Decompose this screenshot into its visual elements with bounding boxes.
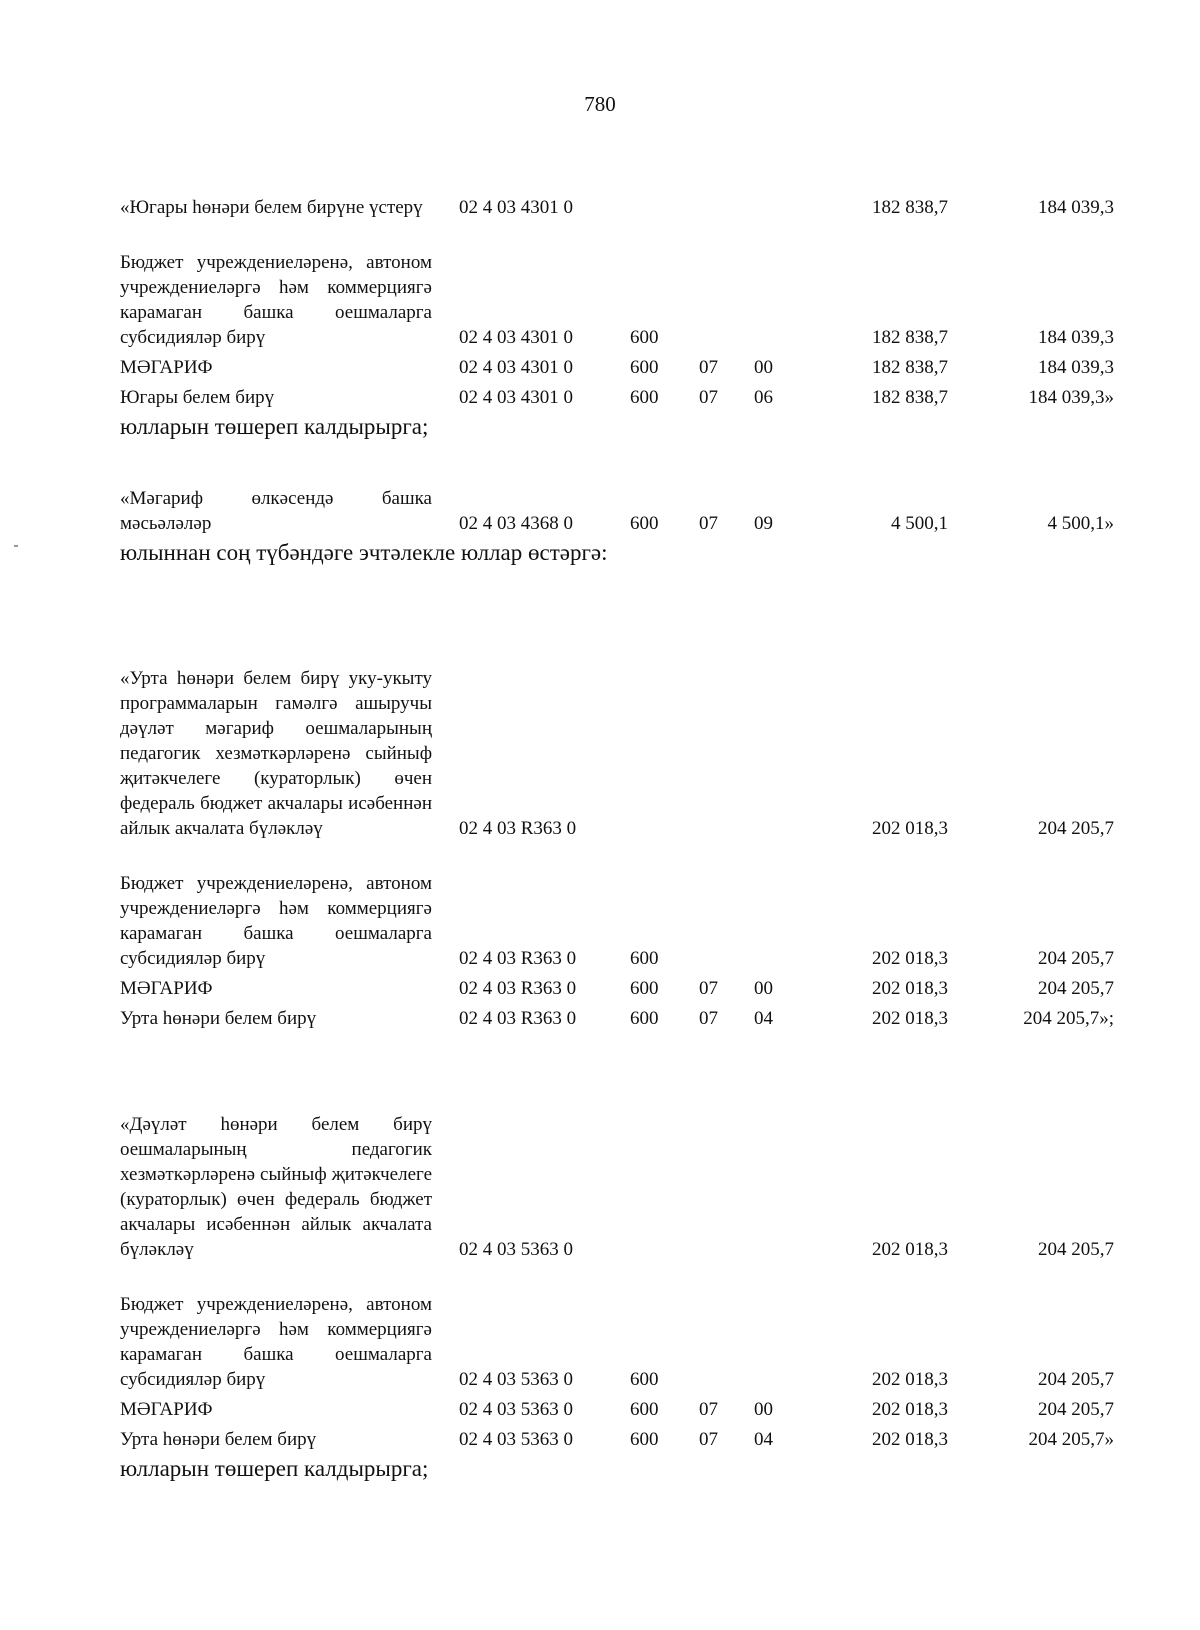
amount-year-1: 202 018,3 — [872, 978, 948, 999]
table-block — [0, 486, 1200, 536]
target-article-code: 02 4 03 4301 0 — [459, 197, 573, 218]
amount-year-2: 184 039,3 — [1038, 197, 1114, 218]
expense-type-code: 600 — [630, 387, 659, 408]
amount-year-1: 202 018,3 — [872, 1239, 948, 1260]
table-row — [0, 1427, 1200, 1452]
amount-year-1: 182 838,7 — [872, 357, 948, 378]
amount-year-2: 184 039,3 — [1038, 327, 1114, 348]
expense-type-code: 600 — [630, 1429, 659, 1450]
amount-year-1: 182 838,7 — [872, 327, 948, 348]
row-label: Бюджет учреждениеләренә, автоном учреждениеләргә һәм коммерциягә карамаган башка оешмаларга субсидияләр бирү — [120, 252, 432, 348]
row-label: МӘГАРИФ — [120, 978, 213, 999]
amount-year-1: 182 838,7 — [872, 387, 948, 408]
target-article-code: 02 4 03 R363 0 — [459, 978, 577, 999]
row-label: «Дәүләт һөнәри белем бирү оешмаларының педагогик хезмәткәрләренә сыйныф җитәкчелеге (кураторлык) өчен федераль бюджет акчалары исәбеннән айлык акчалата бүләкләү — [120, 1114, 432, 1260]
table-block — [0, 616, 1200, 1031]
expense-type-code: 600 — [630, 327, 659, 348]
expense-type-code: 600 — [630, 1008, 659, 1029]
table-row — [0, 486, 1200, 536]
subsection-code: 04 — [754, 1429, 773, 1450]
target-article-code: 02 4 03 R363 0 — [459, 818, 577, 839]
row-label: Бюджет учреждениеләренә, автоном учреждениеләргә һәм коммерциягә карамаган башка оешмаларга субсидияләр бирү — [120, 873, 432, 969]
amount-year-1: 202 018,3 — [872, 818, 948, 839]
row-label: «Урта һөнәри белем бирү уку-укыту программаларын гамәлгә ашыручы дәүләт мәгариф оешмаларының педагогик хезмәткәрләренә сыйныф җитәкчелеге (кураторлык) өчен федераль бюджет акчалары исәбеннән айлык акчалата бүләкләү — [120, 668, 432, 839]
table-block — [0, 170, 1200, 410]
table-row — [0, 1087, 1200, 1262]
amount-year-2: 4 500,1» — [1047, 513, 1114, 534]
amount-year-1: 202 018,3 — [872, 948, 948, 969]
table-row — [0, 355, 1200, 380]
row-label: МӘГАРИФ — [120, 357, 213, 378]
row-label: Бюджет учреждениеләренә, автоном учреждениеләргә һәм коммерциягә карамаган башка оешмаларга субсидияләр бирү — [120, 1294, 432, 1390]
expense-type-code: 600 — [630, 357, 659, 378]
expense-type-code: 600 — [630, 1369, 659, 1390]
instruction-text: юлыннан соң түбәндәге эчтәлекле юллар өстәргә: — [120, 540, 608, 565]
amount-year-1: 182 838,7 — [872, 197, 948, 218]
table-row — [0, 1397, 1200, 1422]
target-article-code: 02 4 03 4301 0 — [459, 357, 573, 378]
target-article-code: 02 4 03 4301 0 — [459, 327, 573, 348]
amount-year-2: 204 205,7 — [1038, 1239, 1114, 1260]
subsection-code: 09 — [754, 513, 773, 534]
section-code: 07 — [699, 357, 718, 378]
row-label: Урта һөнәри белем бирү — [120, 1008, 317, 1029]
amount-year-2: 204 205,7 — [1038, 818, 1114, 839]
row-label: «Югары һөнәри белем бирүне үстерү — [120, 197, 423, 218]
target-article-code: 02 4 03 5363 0 — [459, 1429, 573, 1450]
amount-year-2: 204 205,7 — [1038, 978, 1114, 999]
amount-year-2: 204 205,7 — [1038, 948, 1114, 969]
amount-year-1: 202 018,3 — [872, 1008, 948, 1029]
subsection-code: 04 — [754, 1008, 773, 1029]
target-article-code: 02 4 03 R363 0 — [459, 1008, 577, 1029]
target-article-code: 02 4 03 4368 0 — [459, 513, 573, 534]
subsection-code: 00 — [754, 1399, 773, 1420]
target-article-code: 02 4 03 R363 0 — [459, 948, 577, 969]
section-code: 07 — [699, 1399, 718, 1420]
table-row — [0, 170, 1200, 220]
section-code: 07 — [699, 978, 718, 999]
row-label: Урта һөнәри белем бирү — [120, 1429, 317, 1450]
amount-year-2: 204 205,7» — [1028, 1429, 1114, 1450]
amount-year-2: 184 039,3 — [1038, 357, 1114, 378]
row-label: МӘГАРИФ — [120, 1399, 213, 1420]
subsection-code: 00 — [754, 357, 773, 378]
subsection-code: 06 — [754, 387, 773, 408]
table-row — [0, 1267, 1200, 1392]
block-spacer — [0, 1031, 1200, 1087]
table-row — [0, 616, 1200, 841]
table-row — [0, 846, 1200, 971]
amount-year-1: 202 018,3 — [872, 1369, 948, 1390]
amount-year-1: 4 500,1 — [891, 513, 948, 534]
amount-year-1: 202 018,3 — [872, 1399, 948, 1420]
budget-table — [0, 170, 1200, 1524]
target-article-code: 02 4 03 5363 0 — [459, 1369, 573, 1390]
target-article-code: 02 4 03 5363 0 — [459, 1399, 573, 1420]
expense-type-code: 600 — [630, 1399, 659, 1420]
section-code: 07 — [699, 513, 718, 534]
instruction-text: юлларын төшереп калдырырга; — [120, 414, 429, 439]
section-code: 07 — [699, 1429, 718, 1450]
amount-year-2: 204 205,7 — [1038, 1399, 1114, 1420]
row-label: «Мәгариф өлкәсендә башка мәсьәләләр — [120, 488, 432, 534]
subsection-code: 00 — [754, 978, 773, 999]
amount-year-2: 204 205,7 — [1038, 1369, 1114, 1390]
expense-type-code: 600 — [630, 513, 659, 534]
page-number: 780 — [584, 92, 616, 116]
section-code: 07 — [699, 1008, 718, 1029]
instruction-text: юлларын төшереп калдырырга; — [120, 1456, 429, 1481]
amount-year-2: 204 205,7»; — [1023, 1008, 1114, 1029]
table-row — [0, 385, 1200, 410]
row-label: Югары белем бирү — [120, 387, 275, 408]
scan-mark — [14, 545, 18, 547]
table-row — [0, 1006, 1200, 1031]
table-row — [0, 225, 1200, 350]
expense-type-code: 600 — [630, 948, 659, 969]
target-article-code: 02 4 03 5363 0 — [459, 1239, 573, 1260]
expense-type-code: 600 — [630, 978, 659, 999]
amount-year-2: 184 039,3» — [1028, 387, 1114, 408]
amount-year-1: 202 018,3 — [872, 1429, 948, 1450]
target-article-code: 02 4 03 4301 0 — [459, 387, 573, 408]
section-code: 07 — [699, 387, 718, 408]
table-row — [0, 976, 1200, 1001]
table-block — [0, 1087, 1200, 1452]
